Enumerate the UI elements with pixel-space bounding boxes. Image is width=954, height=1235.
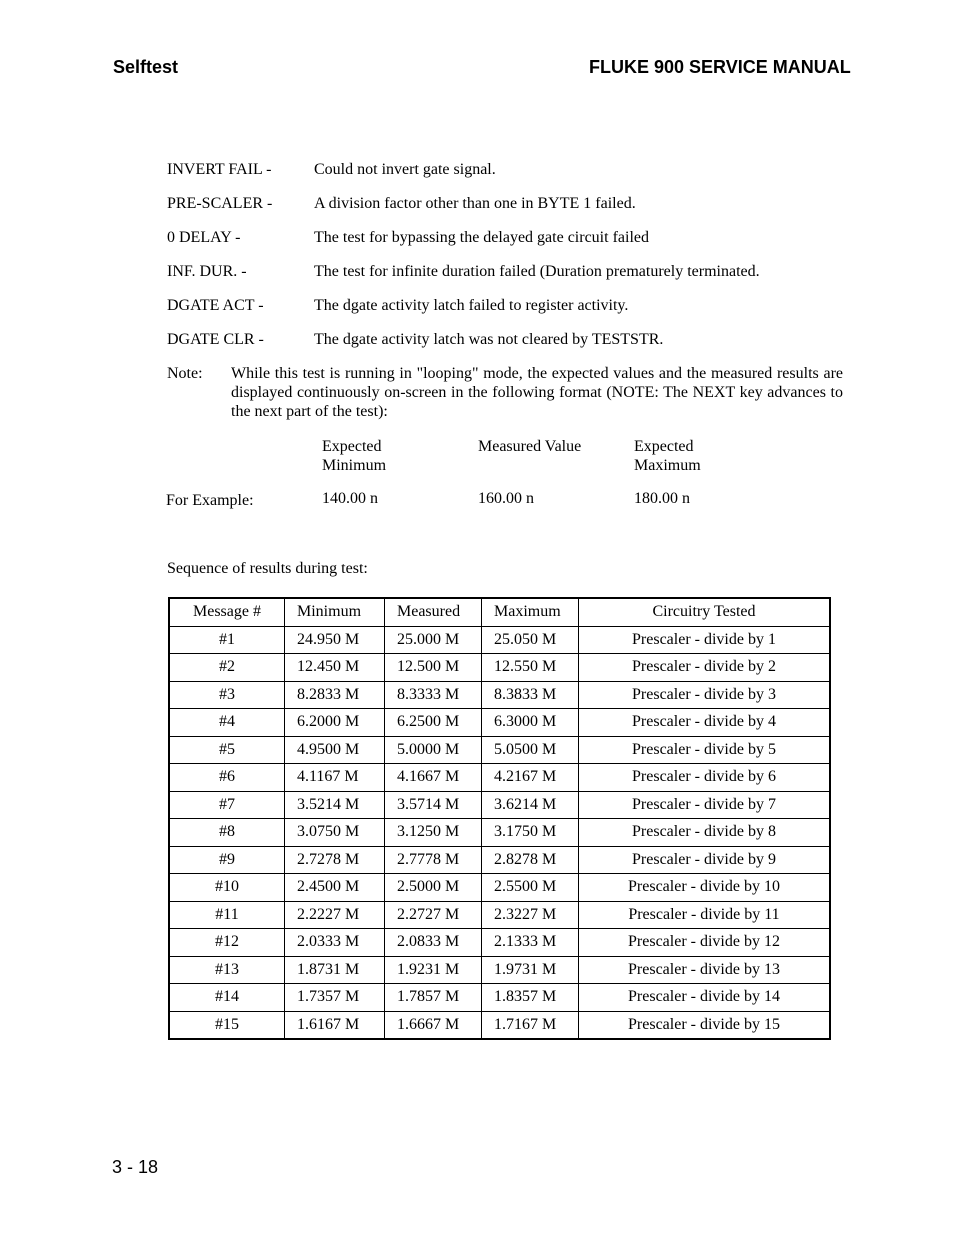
minimum-cell: 2.2227 M: [285, 901, 385, 929]
circuitry-cell: Prescaler - divide by 10: [579, 874, 831, 902]
table-row: [169, 929, 830, 957]
circuitry-cell: Prescaler - divide by 6: [579, 764, 831, 792]
table-row: [169, 709, 830, 737]
measured-cell: 2.7778 M: [385, 846, 482, 874]
minimum-cell: 2.0333 M: [285, 929, 385, 957]
maximum-cell: 1.9731 M: [482, 956, 579, 984]
measured-cell: 1.9231 M: [385, 956, 482, 984]
circuitry-cell: Prescaler - divide by 5: [579, 736, 831, 764]
message-number-cell: #13: [169, 956, 285, 984]
circuitry-cell: Prescaler - divide by 3: [579, 681, 831, 709]
error-item: [167, 194, 857, 228]
message-number-cell: #14: [169, 984, 285, 1012]
column-header: Message #: [169, 598, 285, 626]
maximum-cell: 3.6214 M: [482, 791, 579, 819]
error-item: [167, 296, 857, 330]
minimum-cell: 4.9500 M: [285, 736, 385, 764]
circuitry-cell: Prescaler - divide by 7: [579, 791, 831, 819]
table-row: [169, 681, 830, 709]
measured-cell: 4.1667 M: [385, 764, 482, 792]
message-number-cell: #3: [169, 681, 285, 709]
circuitry-cell: Prescaler - divide by 13: [579, 956, 831, 984]
measured-cell: 8.3333 M: [385, 681, 482, 709]
column-header: Measured: [385, 598, 482, 626]
error-description: Could not invert gate signal.: [314, 161, 496, 178]
column-header: Circuitry Tested: [579, 598, 831, 626]
error-code: INVERT FAIL -: [167, 161, 272, 178]
column-header: Maximum: [482, 598, 579, 626]
circuitry-cell: Prescaler - divide by 1: [579, 626, 831, 654]
measured-cell: 2.5000 M: [385, 874, 482, 902]
error-code: DGATE CLR -: [167, 331, 264, 348]
minimum-cell: 1.7357 M: [285, 984, 385, 1012]
measured-cell: 5.0000 M: [385, 736, 482, 764]
example-minimum: 140.00 n: [322, 490, 378, 507]
circuitry-cell: Prescaler - divide by 14: [579, 984, 831, 1012]
error-item: [167, 262, 857, 296]
minimum-cell: 3.0750 M: [285, 819, 385, 847]
table-row: [169, 1011, 830, 1039]
error-description: The dgate activity latch failed to register activity.: [314, 297, 629, 314]
format-header-line: Maximum: [634, 457, 701, 474]
message-number-cell: #8: [169, 819, 285, 847]
circuitry-cell: Prescaler - divide by 9: [579, 846, 831, 874]
measured-cell: 3.5714 M: [385, 791, 482, 819]
measured-cell: 12.500 M: [385, 654, 482, 682]
error-code: 0 DELAY -: [167, 229, 241, 246]
error-item: [167, 330, 857, 364]
maximum-cell: 8.3833 M: [482, 681, 579, 709]
format-header-line: Expected: [322, 438, 382, 455]
measured-cell: 25.000 M: [385, 626, 482, 654]
maximum-cell: 5.0500 M: [482, 736, 579, 764]
maximum-cell: 6.3000 M: [482, 709, 579, 737]
section-title: Selftest: [113, 57, 179, 77]
error-code: DGATE ACT -: [167, 297, 264, 314]
error-code-list: [167, 160, 857, 364]
message-number-cell: #2: [169, 654, 285, 682]
circuitry-cell: Prescaler - divide by 4: [579, 709, 831, 737]
maximum-cell: 3.1750 M: [482, 819, 579, 847]
error-description: The dgate activity latch was not cleared by TESTSTR.: [314, 331, 664, 348]
error-code: INF. DUR. -: [167, 263, 247, 280]
example-measured: 160.00 n: [478, 490, 534, 507]
message-number-cell: #12: [169, 929, 285, 957]
error-item: [167, 160, 857, 194]
example-label: For Example:: [166, 492, 254, 509]
column-header: Minimum: [285, 598, 385, 626]
example-maximum: 180.00 n: [634, 490, 690, 507]
message-number-cell: #4: [169, 709, 285, 737]
minimum-cell: 1.6167 M: [285, 1011, 385, 1039]
minimum-cell: 6.2000 M: [285, 709, 385, 737]
message-number-cell: #5: [169, 736, 285, 764]
measured-cell: 1.7857 M: [385, 984, 482, 1012]
format-header-measured: Measured Value: [478, 438, 582, 455]
sequence-label: Sequence of results during test:: [167, 560, 368, 577]
measured-cell: 2.0833 M: [385, 929, 482, 957]
error-description: A division factor other than one in BYTE 1 failed.: [314, 195, 636, 212]
maximum-cell: 2.8278 M: [482, 846, 579, 874]
table-row: [169, 901, 830, 929]
circuitry-cell: Prescaler - divide by 11: [579, 901, 831, 929]
table-row: [169, 956, 830, 984]
manual-title: FLUKE 900 SERVICE MANUAL: [589, 57, 851, 77]
message-number-cell: #6: [169, 764, 285, 792]
message-number-cell: #10: [169, 874, 285, 902]
maximum-cell: 1.8357 M: [482, 984, 579, 1012]
minimum-cell: 4.1167 M: [285, 764, 385, 792]
measured-cell: 3.1250 M: [385, 819, 482, 847]
note-text: While this test is running in "looping" mode, the expected values and the measured results are displayed continuously on-screen in the following format (NOTE: The NEXT key advances to the next part of the test):: [231, 365, 843, 420]
minimum-cell: 1.8731 M: [285, 956, 385, 984]
table-row: [169, 736, 830, 764]
table-header-row: [169, 598, 830, 626]
format-header-line: Minimum: [322, 457, 387, 474]
maximum-cell: 25.050 M: [482, 626, 579, 654]
maximum-cell: 1.7167 M: [482, 1011, 579, 1039]
minimum-cell: 8.2833 M: [285, 681, 385, 709]
maximum-cell: 12.550 M: [482, 654, 579, 682]
circuitry-cell: Prescaler - divide by 8: [579, 819, 831, 847]
circuitry-cell: Prescaler - divide by 2: [579, 654, 831, 682]
measured-cell: 6.2500 M: [385, 709, 482, 737]
format-header-line: Expected: [634, 438, 694, 455]
error-description: The test for bypassing the delayed gate circuit failed: [314, 229, 649, 246]
error-description: The test for infinite duration failed (Duration prematurely terminated.: [314, 263, 760, 280]
page-number: 3 - 18: [112, 1157, 159, 1177]
minimum-cell: 2.7278 M: [285, 846, 385, 874]
message-number-cell: #9: [169, 846, 285, 874]
message-number-cell: #7: [169, 791, 285, 819]
error-code: PRE-SCALER -: [167, 195, 273, 212]
table-row: [169, 626, 830, 654]
message-number-cell: #15: [169, 1011, 285, 1039]
maximum-cell: 2.1333 M: [482, 929, 579, 957]
circuitry-cell: Prescaler - divide by 12: [579, 929, 831, 957]
measured-cell: 2.2727 M: [385, 901, 482, 929]
results-table: [168, 597, 831, 1040]
minimum-cell: 3.5214 M: [285, 791, 385, 819]
minimum-cell: 24.950 M: [285, 626, 385, 654]
circuitry-cell: Prescaler - divide by 15: [579, 1011, 831, 1039]
maximum-cell: 2.3227 M: [482, 901, 579, 929]
note-label: Note:: [167, 365, 203, 382]
minimum-cell: 2.4500 M: [285, 874, 385, 902]
format-header-minimum: [322, 437, 452, 475]
table-row: [169, 984, 830, 1012]
minimum-cell: 12.450 M: [285, 654, 385, 682]
format-header-maximum: [634, 437, 764, 475]
table-row: [169, 874, 830, 902]
error-item: [167, 228, 857, 262]
maximum-cell: 2.5500 M: [482, 874, 579, 902]
note-block: [167, 364, 843, 421]
table-row: [169, 654, 830, 682]
maximum-cell: 4.2167 M: [482, 764, 579, 792]
table-row: [169, 819, 830, 847]
message-number-cell: #11: [169, 901, 285, 929]
message-number-cell: #1: [169, 626, 285, 654]
table-row: [169, 764, 830, 792]
table-row: [169, 791, 830, 819]
table-row: [169, 846, 830, 874]
measured-cell: 1.6667 M: [385, 1011, 482, 1039]
